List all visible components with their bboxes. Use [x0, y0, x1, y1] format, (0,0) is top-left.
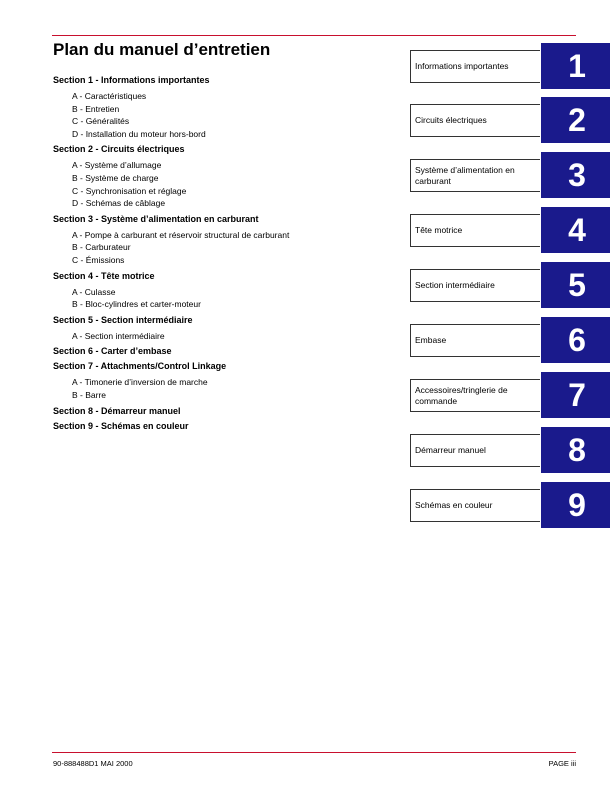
tab-label: Section intermédiaire [410, 269, 540, 302]
toc-item[interactable]: B - Système de charge [72, 172, 159, 183]
toc-section-5 [53, 315, 403, 343]
tab-label: Accessoires/tringlerie de commande [410, 379, 540, 412]
section-heading[interactable]: Section 8 - Démarreur manuel [53, 405, 181, 416]
tab-label: Démarreur manuel [410, 434, 540, 467]
tab-number: 9 [541, 482, 610, 528]
tab-number: 7 [541, 372, 610, 418]
toc-item[interactable]: B - Barre [72, 389, 107, 400]
toc-item[interactable]: A - Système d’allumage [72, 160, 162, 171]
footer-rule [52, 752, 576, 753]
toc-section-9 [53, 421, 403, 432]
toc-item[interactable]: A - Pompe à carburant et réservoir structural de carburant [72, 229, 290, 240]
toc-section-4 [53, 271, 403, 311]
toc-item[interactable]: C - Synchronisation et réglage [72, 185, 187, 196]
toc-section-3 [53, 214, 403, 267]
tab-label: Système d’alimentation en carburant [410, 159, 540, 192]
section-heading[interactable]: Section 2 - Circuits électriques [53, 144, 185, 155]
tab-label: Circuits électriques [410, 104, 540, 137]
toc-item[interactable]: A - Culasse [72, 286, 116, 297]
toc-item[interactable]: D - Schémas de câblage [72, 198, 166, 209]
page-title: Plan du manuel d’entretien [53, 40, 271, 59]
toc-section-6 [53, 346, 403, 357]
toc-item[interactable]: A - Timonerie d’inversion de marche [72, 377, 208, 388]
toc-item[interactable]: C - Généralités [72, 116, 130, 127]
tab-label: Schémas en couleur [410, 489, 540, 522]
toc-item[interactable]: B - Entretien [72, 103, 120, 114]
toc-item[interactable]: D - Installation du moteur hors-bord [72, 128, 206, 139]
section-heading[interactable]: Section 4 - Tête motrice [53, 270, 155, 281]
tab-number: 5 [541, 262, 610, 308]
toc-item[interactable]: A - Section intermédiaire [72, 330, 165, 341]
toc-item[interactable]: B - Bloc-cylindres et carter-moteur [72, 299, 201, 310]
toc-item[interactable]: B - Carburateur [72, 242, 131, 253]
toc-section-1 [53, 75, 403, 140]
table-of-contents [53, 75, 403, 436]
section-heading[interactable]: Section 6 - Carter d’embase [53, 346, 172, 357]
tab-label: Tête motrice [410, 214, 540, 247]
tab-number: 4 [541, 207, 610, 253]
toc-section-7 [53, 361, 403, 401]
section-heading[interactable]: Section 3 - Système d’alimentation en carburant [53, 213, 259, 224]
tab-label: Informations importantes [410, 50, 540, 83]
tab-number: 1 [541, 43, 610, 89]
toc-item[interactable]: A - Caractéristiques [72, 91, 147, 101]
section-heading[interactable]: Section 7 - Attachments/Control Linkage [53, 361, 227, 372]
section-heading[interactable]: Section 1 - Informations importantes [53, 75, 210, 85]
document-code: 90-888488D1 MAI 2000 [53, 759, 133, 768]
tab-number: 2 [541, 97, 610, 143]
section-heading[interactable]: Section 5 - Section intermédiaire [53, 314, 193, 325]
tab-number: 3 [541, 152, 610, 198]
header-rule [52, 35, 576, 36]
section-heading[interactable]: Section 9 - Schémas en couleur [53, 420, 189, 431]
toc-section-8 [53, 406, 403, 417]
tab-number: 6 [541, 317, 610, 363]
page-number: PAGE iii [548, 759, 576, 768]
toc-section-2 [53, 144, 403, 209]
tab-label: Embase [410, 324, 540, 357]
tab-number: 8 [541, 427, 610, 473]
toc-item[interactable]: C - Émissions [72, 254, 125, 265]
